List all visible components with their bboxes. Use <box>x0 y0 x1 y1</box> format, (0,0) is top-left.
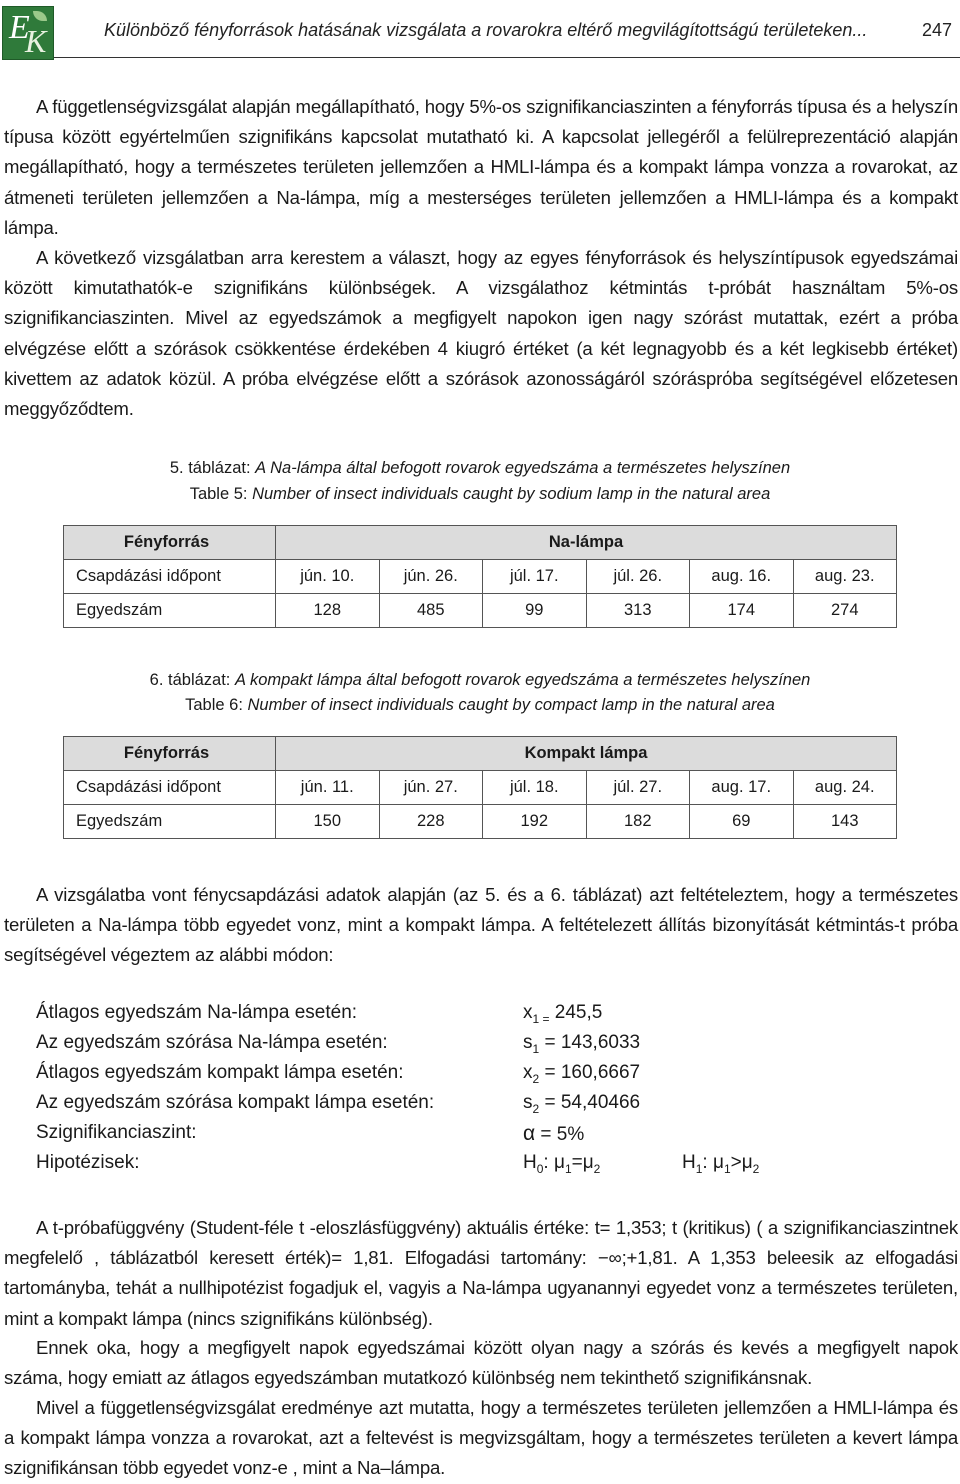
stat-value: $x_{1 =}$ 245,5 <box>523 1002 603 1026</box>
table-cell: 313 <box>586 594 690 628</box>
row-label: Egyedszám <box>64 805 276 839</box>
header-divider <box>54 57 960 58</box>
table-cell: aug. 17. <box>690 771 794 805</box>
table-cell: 143 <box>793 805 897 839</box>
row-label: Csapdázási időpont <box>64 560 276 594</box>
table-cell: 69 <box>690 805 794 839</box>
stat-row <box>36 1032 936 1062</box>
table5 <box>63 525 897 628</box>
table-cell: 99 <box>483 594 587 628</box>
stat-value: α = 5% <box>523 1122 585 1145</box>
table-cell: jún. 11. <box>276 771 380 805</box>
table-cell: 274 <box>793 594 897 628</box>
alternative-hypothesis: $H_1$: $\mu_1>\mu_2$ <box>682 1152 760 1176</box>
table-row <box>64 560 897 594</box>
paragraph-6: Mivel a függetlenségvizsgálat eredménye azt mutatta, hogy a természetes területen jellemzően a HMLI-lámpa és a kompakt lámpa vonzza a rovarokat, azt a feltevést is megvizsgáltam, hogy a természetes területen a kevert lámpa szignifikánsan több egyedet vonz-e , mint a Na–lámpa. <box>4 1397 958 1479</box>
table6-caption-hu: 6. táblázat: A kompakt lámpa által befogott rovarok egyedszáma a természetes helyszínen <box>149 671 811 689</box>
stat-label: Átlagos egyedszám Na-lámpa esetén: <box>36 1002 358 1023</box>
stat-row <box>36 1122 936 1152</box>
table-header-row <box>64 526 897 560</box>
paragraph-1: A függetlenségvizsgálat alapján megállapítható, hogy 5%-os szignifikanciaszinten a fényforrás típusa és a helyszín típusa között egyértelműen szignifikáns kapcsolat mutatható ki. A kapcsolat jellegéről a felülreprezentáció alapján megállapítható, hogy a természetes területen jellemzően a HMLI-lámpa és a kompakt lámpa vonzza a rovarokat, az átmeneti területen jellemzően a Na-lámpa, míg a mesterséges területen jellemzően a HMLI-lámpa és a kompakt lámpa. <box>4 96 958 238</box>
table-header-value: Kompakt lámpa <box>276 737 897 771</box>
table-cell: júl. 18. <box>483 771 587 805</box>
page-number: 247 <box>921 20 952 40</box>
stat-row <box>36 1152 936 1182</box>
table-cell: 128 <box>276 594 380 628</box>
table-cell: aug. 23. <box>793 560 897 594</box>
paragraph-3: A vizsgálatba vont fénycsapdázási adatok alapján (az 5. és a 6. táblázat) azt feltételeztem, hogy a természetes területen a Na-lámpa több egyedet vonz, mint a kompakt lámpa. A feltételezett állítás bizonyítását kétmintás-t próba segítségével végeztem az alábbi módon: <box>4 884 958 966</box>
page-header <box>0 0 960 62</box>
table-cell: júl. 27. <box>586 771 690 805</box>
table-cell: jún. 26. <box>379 560 483 594</box>
table5-caption-hu: 5. táblázat: A Na-lámpa által befogott rovarok egyedszáma a természetes helyszínen <box>169 459 791 477</box>
table-cell: 182 <box>586 805 690 839</box>
row-label: Egyedszám <box>64 594 276 628</box>
table-cell: 192 <box>483 805 587 839</box>
stat-value: $s_1 = 143,6033$ <box>523 1032 641 1056</box>
table-cell: 228 <box>379 805 483 839</box>
paragraph-2: A következő vizsgálatban arra kerestem a választ, hogy az egyes fényforrások és helyszíntípusok egyedszámai között kimutathatók-e szignifikáns különbségek. A vizsgálathoz kétmintás t-próbát használtam 5%-os szignifikanciaszinten. Mivel az egyedszámok a megfigyelt napokon igen nagy szórást mutattak, ezért a próba elvégzése előtt a szórások csökkentése érdekében 4 kiugró értéket (a két legnagyobb és a két legkisebb értéket) kivettem az adatok közül. A próba elvégzése előtt a szórások azonosságáról szórásprόba segítségével előzetesen meggyőződtem. <box>4 247 958 420</box>
paragraph-5: Ennek oka, hogy a megfigyelt napok egyedszámai között olyan nagy a szórás és kevés a megfigyelt napok száma, hogy emiatt az átlagos egyedszámban mutatkozó különbség nem tekinthető szignifikánsnak. <box>4 1337 958 1389</box>
table-row <box>64 805 897 839</box>
stat-row <box>36 1002 936 1032</box>
table-cell: 174 <box>690 594 794 628</box>
stat-label: Szignifikanciaszint: <box>36 1122 197 1143</box>
running-title: Különböző fényforrások hatásának vizsgálata a rovarokra eltérő megvilágítottságú területeken... <box>104 20 868 40</box>
stat-value: $x_2 = 160,6667$ <box>523 1062 641 1086</box>
table-cell: jún. 10. <box>276 560 380 594</box>
table-cell: 150 <box>276 805 380 839</box>
stat-label: Hipotézisek: <box>36 1152 140 1173</box>
table-cell: aug. 16. <box>690 560 794 594</box>
table-cell: júl. 17. <box>483 560 587 594</box>
table-header-row <box>64 737 897 771</box>
journal-logo: E K <box>2 6 54 60</box>
table-cell: jún. 27. <box>379 771 483 805</box>
table-cell: 485 <box>379 594 483 628</box>
table-cell: júl. 26. <box>586 560 690 594</box>
table6 <box>63 736 897 839</box>
table5-caption-en: Table 5: Number of insect individuals caught by sodium lamp in the natural area <box>189 485 771 503</box>
stat-row <box>36 1062 936 1092</box>
table-header-label: Fényforrás <box>64 737 276 771</box>
stat-label: Az egyedszám szórása kompakt lámpa esetén: <box>36 1092 435 1113</box>
table-row <box>64 594 897 628</box>
stat-label: Az egyedszám szórása Na-lámpa esetén: <box>36 1032 388 1053</box>
stat-row <box>36 1092 936 1122</box>
table-header-value: Na-lámpa <box>276 526 897 560</box>
paragraph-4: A t-próbafüggvény (Student-féle t -eloszlásfüggvény) aktuális értéke: t= 1,353; t (kritikus) ( a szignifikanciaszintnek megfelelő , táblázatból keresett érték)= 1,81. Elfogadási tartomány: −∞;+1,81. A 1,353 beleesik az elfogadási tartományba, tehát a nullhipotézist fogadjuk el, vagyis a Na-lámpa ugyanannyi egyedet vonz a természetes területen, mint a kompakt lámpa (nincs szignifikáns különbség). <box>4 1217 958 1329</box>
stat-label: Átlagos egyedszám kompakt lámpa esetén: <box>36 1062 404 1083</box>
table6-caption-en: Table 6: Number of insect individuals caught by compact lamp in the natural area <box>185 696 775 714</box>
table-row <box>64 771 897 805</box>
statistics-block <box>36 1002 936 1182</box>
table-header-label: Fényforrás <box>64 526 276 560</box>
table-cell: aug. 24. <box>793 771 897 805</box>
row-label: Csapdázási időpont <box>64 771 276 805</box>
null-hypothesis: $H_0$: $\mu_1=\mu_2$ <box>523 1152 601 1176</box>
stat-value: $s_2 = 54,40466$ <box>523 1092 641 1116</box>
